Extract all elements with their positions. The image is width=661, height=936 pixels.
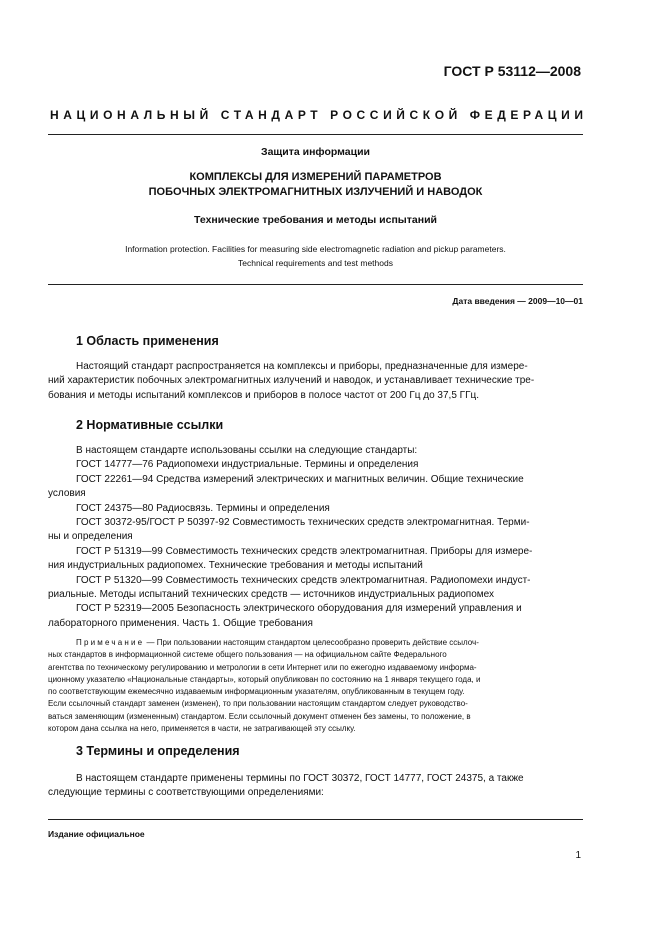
reference-line: риальные. Методы испытаний технических средств — источников индустриальных радиопомех [48, 589, 494, 601]
national-standard-header: НАЦИОНАЛЬНЫЙ СТАНДАРТ РОССИЙСКОЙ ФЕДЕРАЦИИ [50, 108, 588, 122]
note-line-first [48, 637, 583, 649]
title-line: КОМПЛЕКСЫ ДЛЯ ИЗМЕРЕНИЙ ПАРАМЕТРОВ [189, 171, 442, 183]
note-line: ных стандартов в информационной системе общего пользования — на официальном сайте Федерального [48, 650, 447, 660]
note-block [48, 637, 583, 735]
note-line: котором дана ссылка на него, применяется в части, не затрагивающей эту ссылку. [48, 724, 356, 734]
section-3-heading: 3 Термины и определения [76, 744, 240, 758]
reference-line: ГОСТ 22261—94 Средства измерений электрических и магнитных величин. Общие технические [76, 473, 524, 485]
section-3-line: В настоящем стандарте применены термины по ГОСТ 30372, ГОСТ 14777, ГОСТ 24375, а также [76, 773, 524, 784]
english-title-line: Technical requirements and test methods [238, 258, 393, 268]
note-line: ваться заменяющим (измененным) стандартом. Если ссылочный документ отменен без замены, то положение, в [48, 711, 471, 721]
section-2-body [48, 444, 583, 631]
section-1-line: бования и методы испытаний комплексов и приборов в полосе частот от 200 Гц до 37,5 ГГц. [48, 389, 480, 401]
official-edition-label: Издание официальное [48, 829, 145, 839]
footer-divider [48, 819, 583, 820]
section-3-line: следующие термины с соответствующими определениями: [48, 787, 324, 799]
section-2-heading: 2 Нормативные ссылки [76, 418, 224, 432]
reference-line: ГОСТ Р 52319—2005 Безопасность электрического оборудования для измерений управления и [76, 603, 522, 615]
english-title [48, 242, 583, 270]
top-divider [48, 134, 583, 135]
title-line: ПОБОЧНЫХ ЭЛЕКТРОМАГНИТНЫХ ИЗЛУЧЕНИЙ И НАВОДОК [148, 186, 483, 198]
document-number: ГОСТ Р 53112—2008 [443, 63, 581, 79]
document-title [48, 170, 583, 200]
english-title-line: Information protection. Facilities for measuring side electromagnetic radiation and pickup parameters. [125, 244, 506, 254]
reference-line: В настоящем стандарте использованы ссылки на следующие стандарты: [76, 445, 418, 456]
section-1-line: Настоящий стандарт распространяется на комплексы и приборы, предназначенные для измере- [76, 361, 528, 372]
reference-line: ГОСТ Р 51320—99 Совместимость технических средств электромагнитная. Радиопомехи индуст- [76, 574, 531, 586]
reference-line: условия [48, 488, 86, 500]
section-3-body [48, 772, 583, 801]
document-subtitle: Технические требования и методы испытаний [194, 214, 437, 226]
page-number: 1 [575, 850, 581, 861]
reference-line: ГОСТ 30372-95/ГОСТ Р 50397-92 Совместимость технических средств электромагнитная. Терми- [76, 517, 530, 529]
reference-line: лабораторного применения. Часть 1. Общие требования [48, 617, 313, 629]
introduction-date: Дата введения — 2009—10—01 [452, 296, 583, 306]
note-line: ционному указателю «Национальные стандарты», который опубликован по состоянию на 1 января текущего года, и [48, 674, 481, 684]
note-line: агентства по техническому регулированию и метрологии в сети Интернет или по ежегодно издаваемому информа- [48, 662, 477, 672]
title-divider [48, 284, 583, 285]
section-1-body [48, 360, 583, 403]
section-1-heading: 1 Область применения [76, 334, 219, 348]
reference-line: ны и определения [48, 531, 133, 543]
note-line: Если ссылочный стандарт заменен (изменен), то при пользовании настоящим стандартом следует руководство- [48, 699, 468, 709]
reference-line: ГОСТ Р 51319—99 Совместимость технических средств электромагнитная. Приборы для измере- [76, 545, 533, 557]
reference-line: ГОСТ 14777—76 Радиопомехи индустриальные. Термины и определения [76, 459, 419, 471]
reference-line: ния индустриальных радиопомех. Технические требования и методы испытаний [48, 560, 423, 572]
note-label: Примечание [76, 638, 145, 647]
section-1-line: ний характеристик побочных электромагнитных излучений и наводок, и устанавливает технические тре- [48, 375, 535, 387]
reference-line: ГОСТ 24375—80 Радиосвязь. Термины и определения [76, 502, 330, 514]
note-line: по соответствующим ежемесячно издаваемым информационным указателям, опубликованным в текущем году. [48, 687, 465, 697]
protection-heading: Защита информации [261, 146, 370, 158]
note-text: — При пользовании настоящим стандартом целесообразно проверить действие ссылоч- [144, 638, 479, 647]
